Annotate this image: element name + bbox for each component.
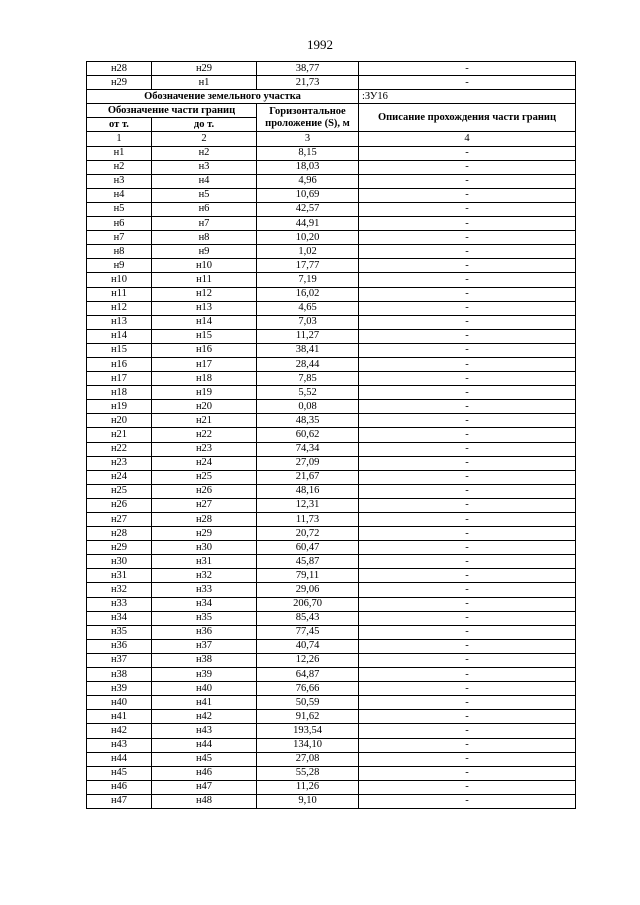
to-point-cell: н12 <box>152 287 257 301</box>
length-cell: 28,44 <box>257 357 359 371</box>
to-point-cell: н21 <box>152 414 257 428</box>
to-point-cell: н19 <box>152 386 257 400</box>
table-row <box>87 146 576 160</box>
from-point-cell: н6 <box>87 217 152 231</box>
to-point-cell: н7 <box>152 217 257 231</box>
to-point-cell: н38 <box>152 653 257 667</box>
from-point-cell: н35 <box>87 625 152 639</box>
description-cell: - <box>359 470 576 484</box>
description-cell: - <box>359 259 576 273</box>
length-cell: 8,15 <box>257 146 359 160</box>
table-row <box>87 668 576 682</box>
to-point-cell: н36 <box>152 625 257 639</box>
description-cell: - <box>359 414 576 428</box>
table-row <box>87 456 576 470</box>
table-row <box>87 414 576 428</box>
to-point-cell: н29 <box>152 527 257 541</box>
table-row <box>87 245 576 259</box>
from-point-cell: н40 <box>87 696 152 710</box>
to-point-cell: н48 <box>152 794 257 808</box>
description-cell: - <box>359 653 576 667</box>
from-point-cell: н38 <box>87 668 152 682</box>
to-point-cell: н8 <box>152 231 257 245</box>
table-row <box>87 231 576 245</box>
from-point-cell: н43 <box>87 738 152 752</box>
length-cell: 5,52 <box>257 386 359 400</box>
to-point-cell: н47 <box>152 780 257 794</box>
length-cell: 79,11 <box>257 569 359 583</box>
length-cell: 206,70 <box>257 597 359 611</box>
from-point-cell: н46 <box>87 780 152 794</box>
description-cell: - <box>359 273 576 287</box>
to-point-cell: н45 <box>152 752 257 766</box>
length-cell: 77,45 <box>257 625 359 639</box>
table-row <box>87 710 576 724</box>
description-header: Описание прохождения части границ <box>359 104 576 132</box>
table-row <box>87 794 576 808</box>
length-cell: 21,73 <box>257 76 359 90</box>
length-cell: 7,19 <box>257 273 359 287</box>
from-point-cell: н44 <box>87 752 152 766</box>
to-point-cell: н5 <box>152 188 257 202</box>
to-point-cell: н15 <box>152 329 257 343</box>
from-point-cell: н29 <box>87 76 152 90</box>
length-cell: 60,47 <box>257 541 359 555</box>
description-cell: - <box>359 569 576 583</box>
from-point-cell: н28 <box>87 527 152 541</box>
description-cell: - <box>359 217 576 231</box>
from-point-cell: н29 <box>87 541 152 555</box>
length-cell: 134,10 <box>257 738 359 752</box>
length-cell: 7,03 <box>257 315 359 329</box>
to-point-cell: н33 <box>152 583 257 597</box>
table-row <box>87 738 576 752</box>
description-cell: - <box>359 555 576 569</box>
length-cell: 29,06 <box>257 583 359 597</box>
description-cell: - <box>359 597 576 611</box>
description-cell: - <box>359 372 576 386</box>
description-cell: - <box>359 301 576 315</box>
table-row <box>87 301 576 315</box>
description-cell: - <box>359 428 576 442</box>
description-cell: - <box>359 315 576 329</box>
table-row <box>87 343 576 357</box>
table-row <box>87 357 576 371</box>
description-cell: - <box>359 738 576 752</box>
description-cell: - <box>359 752 576 766</box>
description-cell: - <box>359 442 576 456</box>
description-cell: - <box>359 541 576 555</box>
to-point-cell: н18 <box>152 372 257 386</box>
length-cell: 20,72 <box>257 527 359 541</box>
from-point-cell: н12 <box>87 301 152 315</box>
length-cell: 40,74 <box>257 639 359 653</box>
description-cell: - <box>359 527 576 541</box>
table-row <box>87 527 576 541</box>
table-row <box>87 541 576 555</box>
to-point-cell: н22 <box>152 428 257 442</box>
to-point-cell: н14 <box>152 315 257 329</box>
description-cell: - <box>359 160 576 174</box>
from-point-cell: н28 <box>87 62 152 76</box>
table-row <box>87 611 576 625</box>
table-row <box>87 470 576 484</box>
description-cell: - <box>359 62 576 76</box>
to-point-cell: н25 <box>152 470 257 484</box>
from-point-cell: н14 <box>87 329 152 343</box>
from-point-cell: н13 <box>87 315 152 329</box>
length-cell: 12,31 <box>257 498 359 512</box>
description-cell: - <box>359 484 576 498</box>
length-cell: 76,66 <box>257 682 359 696</box>
from-point-cell: н26 <box>87 498 152 512</box>
length-cell: 18,03 <box>257 160 359 174</box>
table-row <box>87 766 576 780</box>
description-cell: - <box>359 766 576 780</box>
from-point-cell: н31 <box>87 569 152 583</box>
length-cell: 55,28 <box>257 766 359 780</box>
length-cell: 12,26 <box>257 653 359 667</box>
column-numbers-row <box>87 132 576 146</box>
to-point-cell: н42 <box>152 710 257 724</box>
from-point-cell: н19 <box>87 400 152 414</box>
table-row <box>87 160 576 174</box>
to-point-cell: н41 <box>152 696 257 710</box>
table-row <box>87 372 576 386</box>
table-row <box>87 555 576 569</box>
table-row <box>87 174 576 188</box>
table-row <box>87 513 576 527</box>
from-point-cell: н7 <box>87 231 152 245</box>
to-point-cell: н4 <box>152 174 257 188</box>
description-cell: - <box>359 513 576 527</box>
from-point-cell: н32 <box>87 583 152 597</box>
table-row <box>87 597 576 611</box>
table-row <box>87 259 576 273</box>
from-point-cell: н1 <box>87 146 152 160</box>
from-point-cell: н17 <box>87 372 152 386</box>
description-cell: - <box>359 287 576 301</box>
length-cell: 16,02 <box>257 287 359 301</box>
description-cell: - <box>359 357 576 371</box>
table-row <box>87 76 576 90</box>
to-point-cell: н31 <box>152 555 257 569</box>
length-cell: 38,41 <box>257 343 359 357</box>
from-point-cell: н33 <box>87 597 152 611</box>
from-point-cell: н22 <box>87 442 152 456</box>
length-cell: 42,57 <box>257 202 359 216</box>
length-cell: 48,35 <box>257 414 359 428</box>
length-cell: 64,87 <box>257 668 359 682</box>
description-cell: - <box>359 710 576 724</box>
length-cell: 21,67 <box>257 470 359 484</box>
description-cell: - <box>359 400 576 414</box>
to-point-cell: н13 <box>152 301 257 315</box>
description-cell: - <box>359 583 576 597</box>
boundary-parts-header: Обозначение части границ <box>87 104 257 118</box>
length-cell: 38,77 <box>257 62 359 76</box>
from-point-cell: н3 <box>87 174 152 188</box>
table-row <box>87 653 576 667</box>
table-row <box>87 484 576 498</box>
from-point-cell: н4 <box>87 188 152 202</box>
to-point-cell: н27 <box>152 498 257 512</box>
from-point-cell: н41 <box>87 710 152 724</box>
description-cell: - <box>359 625 576 639</box>
description-cell: - <box>359 245 576 259</box>
length-cell: 10,69 <box>257 188 359 202</box>
description-cell: - <box>359 188 576 202</box>
length-cell: 27,09 <box>257 456 359 470</box>
from-point-cell: н10 <box>87 273 152 287</box>
data-rows-body <box>87 146 576 808</box>
table-row <box>87 569 576 583</box>
length-cell: 27,08 <box>257 752 359 766</box>
from-point-cell: н42 <box>87 724 152 738</box>
to-point-cell: н32 <box>152 569 257 583</box>
from-point-cell: н30 <box>87 555 152 569</box>
description-cell: - <box>359 794 576 808</box>
length-cell: 4,65 <box>257 301 359 315</box>
table-row <box>87 583 576 597</box>
table-row <box>87 315 576 329</box>
to-point-cell: н2 <box>152 146 257 160</box>
table-row <box>87 217 576 231</box>
description-cell: - <box>359 174 576 188</box>
to-point-cell: н34 <box>152 597 257 611</box>
to-point-cell: н35 <box>152 611 257 625</box>
to-point-cell: н16 <box>152 343 257 357</box>
from-point-cell: н47 <box>87 794 152 808</box>
length-cell: 4,96 <box>257 174 359 188</box>
column-number-4: 4 <box>359 132 576 146</box>
description-cell: - <box>359 456 576 470</box>
table-row <box>87 696 576 710</box>
length-cell: 45,87 <box>257 555 359 569</box>
to-point-cell: н10 <box>152 259 257 273</box>
length-cell: 7,85 <box>257 372 359 386</box>
length-cell: 85,43 <box>257 611 359 625</box>
description-cell: - <box>359 611 576 625</box>
from-point-cell: н23 <box>87 456 152 470</box>
description-cell: - <box>359 780 576 794</box>
description-cell: - <box>359 343 576 357</box>
top-rows-body <box>87 62 576 90</box>
to-point-cell: н39 <box>152 668 257 682</box>
boundary-table <box>86 61 576 809</box>
column-number-3: 3 <box>257 132 359 146</box>
length-cell: 11,27 <box>257 329 359 343</box>
column-number-1: 1 <box>87 132 152 146</box>
length-cell: 11,26 <box>257 780 359 794</box>
from-point-cell: н20 <box>87 414 152 428</box>
from-point-cell: н36 <box>87 639 152 653</box>
table-row <box>87 724 576 738</box>
from-point-cell: н11 <box>87 287 152 301</box>
table-row <box>87 287 576 301</box>
from-point-cell: н27 <box>87 513 152 527</box>
plot-code: :ЗУ16 <box>359 90 576 104</box>
length-cell: 1,02 <box>257 245 359 259</box>
table-row <box>87 386 576 400</box>
from-point-cell: н5 <box>87 202 152 216</box>
description-cell: - <box>359 724 576 738</box>
header-row <box>87 104 576 118</box>
from-point-cell: н37 <box>87 653 152 667</box>
from-point-cell: н2 <box>87 160 152 174</box>
length-cell: 9,10 <box>257 794 359 808</box>
column-number-2: 2 <box>152 132 257 146</box>
length-cell: 0,08 <box>257 400 359 414</box>
to-point-header: до т. <box>152 118 257 132</box>
to-point-cell: н44 <box>152 738 257 752</box>
description-cell: - <box>359 329 576 343</box>
from-point-cell: н45 <box>87 766 152 780</box>
plot-designation-label: Обозначение земельного участка <box>87 90 359 104</box>
table-row <box>87 400 576 414</box>
length-cell: 44,91 <box>257 217 359 231</box>
from-point-cell: н18 <box>87 386 152 400</box>
description-cell: - <box>359 639 576 653</box>
length-cell: 10,20 <box>257 231 359 245</box>
length-cell: 193,54 <box>257 724 359 738</box>
table-row <box>87 428 576 442</box>
to-point-cell: н26 <box>152 484 257 498</box>
description-cell: - <box>359 231 576 245</box>
to-point-cell: н20 <box>152 400 257 414</box>
table-row <box>87 639 576 653</box>
to-point-cell: н29 <box>152 62 257 76</box>
horizontal-length-header: Горизонтальное проложение (S), м <box>257 104 359 132</box>
to-point-cell: н3 <box>152 160 257 174</box>
from-point-cell: н24 <box>87 470 152 484</box>
to-point-cell: н11 <box>152 273 257 287</box>
from-point-cell: н9 <box>87 259 152 273</box>
to-point-cell: н23 <box>152 442 257 456</box>
from-point-cell: н16 <box>87 357 152 371</box>
description-cell: - <box>359 386 576 400</box>
table-row <box>87 188 576 202</box>
table-row <box>87 442 576 456</box>
to-point-cell: н17 <box>152 357 257 371</box>
description-cell: - <box>359 146 576 160</box>
to-point-cell: н28 <box>152 513 257 527</box>
description-cell: - <box>359 682 576 696</box>
to-point-cell: н6 <box>152 202 257 216</box>
table-row <box>87 682 576 696</box>
section-header <box>87 90 576 146</box>
page-number: 1992 <box>307 37 333 52</box>
description-cell: - <box>359 498 576 512</box>
description-cell: - <box>359 76 576 90</box>
length-cell: 74,34 <box>257 442 359 456</box>
length-cell: 50,59 <box>257 696 359 710</box>
to-point-cell: н9 <box>152 245 257 259</box>
length-cell: 91,62 <box>257 710 359 724</box>
from-point-cell: н21 <box>87 428 152 442</box>
from-point-cell: н8 <box>87 245 152 259</box>
table-row <box>87 273 576 287</box>
table-row <box>87 62 576 76</box>
to-point-cell: н1 <box>152 76 257 90</box>
from-point-cell: н39 <box>87 682 152 696</box>
length-cell: 60,62 <box>257 428 359 442</box>
to-point-cell: н30 <box>152 541 257 555</box>
table-row <box>87 780 576 794</box>
to-point-cell: н40 <box>152 682 257 696</box>
from-point-cell: н25 <box>87 484 152 498</box>
to-point-cell: н43 <box>152 724 257 738</box>
length-cell: 48,16 <box>257 484 359 498</box>
table-row <box>87 329 576 343</box>
to-point-cell: н46 <box>152 766 257 780</box>
length-cell: 17,77 <box>257 259 359 273</box>
from-point-cell: н34 <box>87 611 152 625</box>
to-point-cell: н24 <box>152 456 257 470</box>
from-point-header: от т. <box>87 118 152 132</box>
table-row <box>87 498 576 512</box>
section-title-row <box>87 90 576 104</box>
length-cell: 11,73 <box>257 513 359 527</box>
table-row <box>87 625 576 639</box>
to-point-cell: н37 <box>152 639 257 653</box>
table-row <box>87 202 576 216</box>
description-cell: - <box>359 202 576 216</box>
table-row <box>87 752 576 766</box>
from-point-cell: н15 <box>87 343 152 357</box>
description-cell: - <box>359 696 576 710</box>
description-cell: - <box>359 668 576 682</box>
